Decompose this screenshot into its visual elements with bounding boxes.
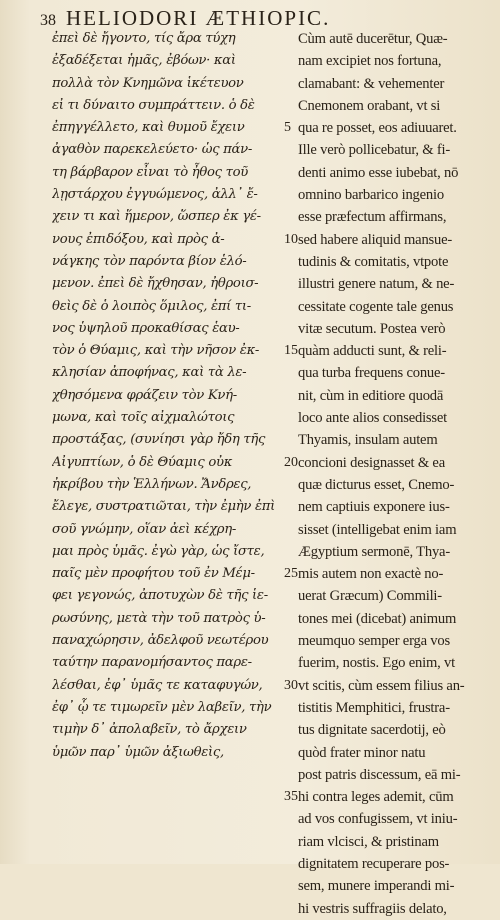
greek-text-line: μενον. ἐπεὶ δὲ ἤχθησαν, ἠθροισ- (52, 276, 259, 292)
latin-text-line: tus dignitate sacerdotij, eò (298, 722, 446, 739)
latin-text-line: cessitate cogente tale genus (298, 298, 454, 315)
greek-text-line: μωνα, καὶ τοῖς αἰχμαλώτοις (52, 410, 235, 426)
margin-line-number: 5 (284, 120, 291, 136)
greek-text-line: τὸν ὁ Θύαμις, καὶ τὴν νῆσον ἐκ- (52, 343, 260, 359)
margin-line-number: 30 (284, 677, 298, 693)
page-header (40, 6, 480, 30)
greek-text-line: προστάξας, (συνίησι γὰρ ἤδη τῆς (52, 432, 266, 448)
greek-text-line: φει γεγονώς, ἀποτυχὼν δὲ τῆς ἱε- (52, 588, 268, 604)
latin-text-line: Cùm autē ducerētur, Quæ- (298, 31, 448, 47)
latin-text-line: Thyamis, insulam autem (298, 432, 438, 449)
greek-text-line: ρωσύνης, μετὰ τὴν τοῦ πατρὸς ὑ- (52, 610, 266, 626)
latin-text-line: Ille verò pollicebatur, & fi- (298, 142, 451, 159)
greek-text-line: παῖς μὲν προφήτου τοῦ ἐν Μέμ- (52, 566, 255, 582)
latin-text-line: clamabant: & vehementer (298, 75, 445, 92)
latin-text-line: tudinis & comitatis, vtpote (298, 253, 449, 270)
latin-text-line: uerat Græcum) Commili- (298, 588, 442, 605)
latin-text-line: illustri genere natum, & ne- (298, 276, 455, 293)
greek-text-line: ἐξαδέξεται ἡμᾶς, ἐβόων· καὶ (52, 53, 236, 69)
greek-text-line: ταύτην παρανομήσαντος παρε- (52, 655, 252, 671)
greek-text-line: τη βάρβαρον εἶναι τὸ ἦθος τοῦ (52, 164, 248, 180)
latin-text-line: hi contra leges ademit, cūm (298, 789, 454, 806)
latin-text-line: quàm adducti sunt, & reli- (298, 343, 447, 360)
greek-text-line: λέσθαι, ἐφ᾽ ὑμᾶς τε καταφυγών, (52, 677, 263, 693)
greek-text-line: νους ἐπιδόξου, καὶ πρὸς ἀ- (52, 231, 225, 247)
greek-text-line: ἠκρίβου τὴν Ἑλλήνων. Ἄνδρες, (52, 476, 252, 492)
latin-text-line: nem captiuis exponere ius- (298, 499, 450, 516)
greek-text-line: ἔλεγε, συστρατιῶται, τὴν ἐμὴν ἐπὶ (52, 499, 275, 515)
latin-text-line: sed habere aliquid mansue- (298, 231, 453, 248)
latin-text-line: nam excipiet nos fortuna, (298, 53, 442, 70)
greek-text-line: θεὶς δὲ ὁ λοιπὸς ὅμιλος, ἐπί τι- (52, 298, 251, 314)
latin-text-line: vt scitis, cùm essem filius an- (298, 677, 465, 694)
latin-text-line: omnino barbarico ingenio (298, 187, 444, 204)
margin-line-number: 25 (284, 566, 298, 582)
margin-line-number: 10 (284, 231, 298, 247)
latin-text-line: vitæ secutum. Postea verò (298, 320, 446, 337)
greek-text-line: νάγκης τὸν παρόντα βίον ἑλό- (52, 253, 247, 269)
latin-text-line: tistitis Memphitici, frustra- (298, 699, 450, 716)
margin-line-number: 35 (284, 789, 298, 805)
margin-line-number: 20 (284, 454, 298, 470)
latin-text-line: sem, munere imperandi mi- (298, 878, 455, 895)
greek-text-line: εἰ τι δύναιτο συμπράττειν. ὁ δὲ (52, 97, 255, 113)
latin-text-line: concioni designasset & ea (298, 454, 445, 471)
greek-text-line: ἀγαθὸν παρεκελεύετο· ὡς πάν- (52, 142, 253, 158)
margin-line-number: 15 (284, 343, 298, 359)
latin-text-line: esse præfectum affirmans, (298, 209, 447, 226)
latin-text-line: Cnemonem orabant, vt si (298, 97, 441, 114)
greek-text-line: μαι πρὸς ὑμᾶς. ἐγὼ γὰρ, ὡς ἴστε, (52, 543, 265, 559)
greek-text-line: ἐφ᾽ ᾧ τε τιμωρεῖν μὲν λαβεῖν, τὴν (52, 699, 272, 715)
latin-text-line: meumquo semper erga vos (298, 633, 450, 650)
greek-text-line: χειν τι καὶ ἥμερον, ὥσπερ ἐκ γέ- (52, 209, 261, 225)
greek-text-line: τιμὴν δ᾽ ἀπολαβεῖν, τὸ ἄρχειν (52, 722, 247, 738)
latin-text-line: ad vos confugissem, vt iniu- (298, 811, 458, 828)
latin-text-line: nit, cùm in editiore quodā (298, 387, 444, 404)
latin-text-line: quòd frater minor natu (298, 744, 426, 761)
greek-text-line: πολλὰ τὸν Κνημῶνα ἱκέτευον (52, 75, 244, 91)
latin-text-line: tones mei (dicebat) animum (298, 610, 457, 627)
running-title: HELIODORI ÆTHIOPIC. (66, 6, 331, 30)
greek-text-line: ἐπεὶ δὲ ἤγοντο, τίς ἄρα τύχη (52, 31, 236, 46)
greek-text-line: Αἰγυπτίων, ὁ δὲ Θύαμις οὐκ (52, 454, 233, 470)
greek-text-line: σοῦ γνώμην, οἵαν ἀεὶ κέχρη- (52, 521, 236, 537)
latin-text-line: hi vestris suffragiis delato, (298, 900, 447, 917)
greek-text-line: κλησίαν ἀποφήνας, καὶ τὰ λε- (52, 365, 247, 381)
latin-text-line: quæ dicturus esset, Cnemo- (298, 476, 455, 493)
latin-text-line: dignitatem recuperare pos- (298, 855, 450, 872)
latin-text-line: mis autem non exactè no- (298, 566, 444, 583)
latin-text-line: post patris discessum, eā mi- (298, 766, 461, 783)
latin-text-column (298, 28, 488, 920)
greek-text-column (52, 28, 290, 764)
greek-text-line: παναχώρησιν, ἀδελφοῦ νεωτέρου (52, 633, 269, 649)
latin-text-line: sisset (intelligebat enim iam (298, 521, 457, 538)
greek-text-line: χθησόμενα φράζειν τὸν Κνή- (52, 387, 237, 403)
greek-text-line: ἐπηγγέλλετο, καὶ θυμοῦ ἔχειν (52, 120, 245, 136)
latin-text-line: denti animo esse iubebat, nō (298, 164, 459, 181)
latin-text-line: fuerim, nostis. Ego enim, vt (298, 655, 455, 672)
greek-text-line: λῃστάρχου ἐγγυώμενος, ἀλλ᾽ ἔ- (52, 187, 258, 203)
latin-text-line: Ægyptium sermonē, Thya- (298, 543, 450, 560)
greek-text-line: νος ὑψηλοῦ προκαθίσας ἑαυ- (52, 320, 240, 336)
latin-text-line: qua turba frequens conue- (298, 365, 445, 382)
page-number: 38 (40, 12, 56, 29)
latin-text-line: loco ante alios consedisset (298, 410, 448, 427)
latin-text-line: riam vlcisci, & pristinam (298, 833, 439, 850)
greek-text-line: ὑμῶν παρ᾽ ὑμῶν ἀξιωθεὶς, (52, 744, 224, 760)
latin-text-line: qua re posset, eos adiuuaret. (298, 120, 457, 137)
